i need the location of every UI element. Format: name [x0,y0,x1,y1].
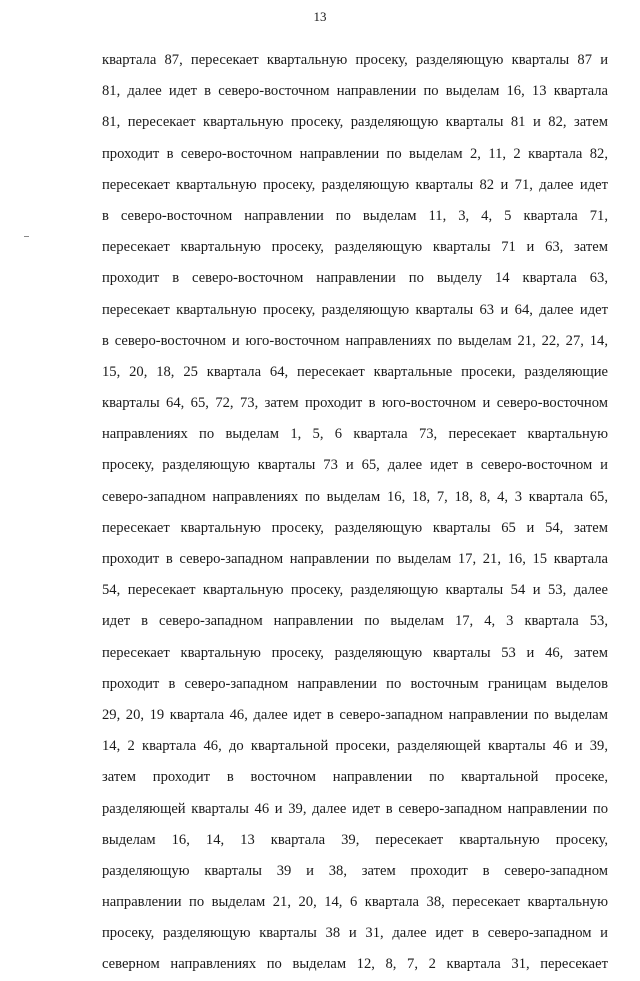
text-line: 15, 20, 18, 25 квартала 64, пересекает квартальные просеки, разделяющие [102,363,608,380]
text-line: пересекает квартальную просеку, разделяющую кварталы 53 и 46, затем [102,644,608,661]
text-line: квартала 87, пересекает квартальную просеку, разделяющую кварталы 87 и [102,52,608,68]
text-line: выделам 16, 14, 13 квартала 39, пересекает квартальную просеку, [102,831,608,848]
page-number: 13 [313,9,327,24]
text-line: 81, далее идет в северо-восточном направлении по выделам 16, 13 квартала [102,83,608,100]
text-line: северо-западном направлениях по выделам 16, 18, 7, 18, 8, 4, 3 квартала 65, [102,488,608,505]
text-line: направлениях по выделам 1, 5, 6 квартала 73, пересекает квартальную [102,426,608,443]
text-line: 29, 20, 19 квартала 46, далее идет в северо-западном направлении по выделам [102,706,608,723]
margin-mark [24,236,29,237]
text-line: в северо-восточном направлении по выделам 11, 3, 4, 5 квартала 71, [102,207,608,224]
text-line: 14, 2 квартала 46, до квартальной просеки, разделяющей кварталы 46 и 39, [102,738,608,755]
text-line: пересекает квартальную просеку, разделяющую кварталы 63 и 64, далее идет [102,301,608,318]
text-line: направлении по выделам 21, 20, 14, 6 квартала 38, пересекает квартальную [102,894,608,911]
text-line: разделяющую кварталы 39 и 38, затем проходит в северо-западном [102,862,608,879]
text-line: проходит в северо-восточном направлении по выделам 2, 11, 2 квартала 82, [102,145,608,162]
text-line: проходит в северо-западном направлении по восточным границам выделов [102,675,608,692]
text-line: проходит в северо-восточном направлении по выделу 14 квартала 63, [102,270,608,287]
text-line: пересекает квартальную просеку, разделяющую кварталы 82 и 71, далее идет [102,176,608,193]
text-line: кварталы 64, 65, 72, 73, затем проходит в юго-восточном и северо-восточном [102,395,608,412]
text-line: проходит в северо-западном направлении по выделам 17, 21, 16, 15 квартала [102,551,608,567]
text-line: северном направлениях по выделам 12, 8, 7, 2 квартала 31, пересекает [102,956,608,973]
text-line: разделяющей кварталы 46 и 39, далее идет в северо-западном направлении по [102,800,608,817]
text-line: 81, пересекает квартальную просеку, разделяющую кварталы 81 и 82, затем [102,114,608,131]
body-text [102,45,608,981]
text-line: пересекает квартальную просеку, разделяющую кварталы 65 и 54, затем [102,519,608,536]
text-line: пересекает квартальную просеку, разделяющую кварталы 71 и 63, затем [102,239,608,256]
text-line: в северо-восточном и юго-восточном направлениях по выделам 21, 22, 27, 14, [102,332,608,349]
text-line: затем проходит в восточном направлении по квартальной просеке, [102,769,608,786]
text-line: просеку, разделяющую кварталы 38 и 31, далее идет в северо-западном и [102,925,608,942]
text-line: 54, пересекает квартальную просеку, разделяющую кварталы 54 и 53, далее [102,582,608,599]
text-line: идет в северо-западном направлении по выделам 17, 4, 3 квартала 53, [102,613,608,630]
text-line: просеку, разделяющую кварталы 73 и 65, далее идет в северо-восточном и [102,457,608,474]
